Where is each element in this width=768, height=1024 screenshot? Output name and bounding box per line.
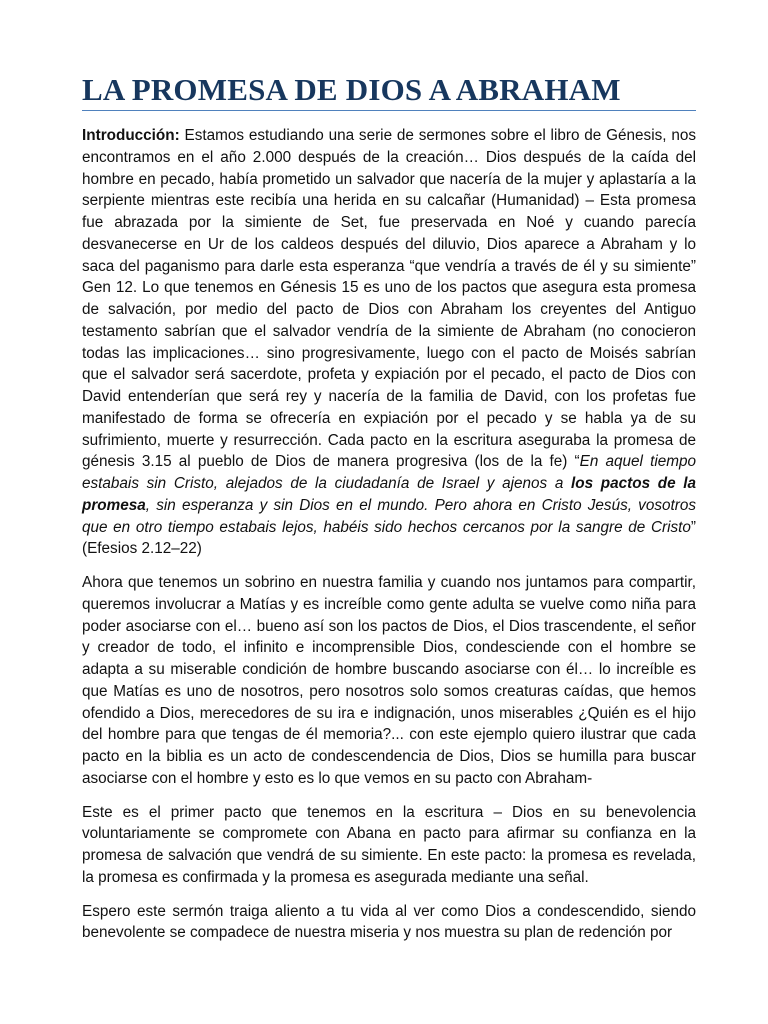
scripture-quote-emphasis: los pactos de la promesa <box>82 475 696 514</box>
scripture-quote-part-1: En aquel tiempo estabais sin Cristo, alejados de la ciudadanía de Israel y ajenos a <box>82 453 696 492</box>
scripture-reference: ” (Efesios 2.12–22) <box>82 518 696 558</box>
document-body <box>82 125 696 956</box>
intro-text: Estamos estudiando una serie de sermones sobre el libro de Génesis, nos encontramos en el año 2.000 después de la creación… Dios después de la caída del hombre en pecado, había prometido un salvador que nacería de la mujer y aplastaría a la serpiente mientras este recibía una herida en su calcañar (Humanidad) – Esta promesa fue abrazada por la simiente de Set, fue preservada en Noé y cuando parecía desvanecerse en Ur de los caldeos después del diluvio, Dios aparece a Abraham y lo saca del paganismo para darle esta esperanza “que vendría a través de él y su simiente” Gen 12. Lo que tenemos en Génesis 15 es uno de los pactos que asegura esta promesa de salvación, por medio del pacto de Dios con Abraham los creyentes del Antiguo testamento sabrían que el salvador vendría de la simiente de Abraham (no conocieron todas las implicaciones… sino progresivamente, luego con el pacto de Moisés sabrían que el salvador será sacerdote, profeta y expiación por el pecado, el pacto de Dios con David entenderían que será rey y nacería de la familia de David, con los profetas fue manifestado de forma se ofrecería en expiación por el pecado y se habla ya de su sufrimiento, muerte y resurrección. Cada pacto en la escritura aseguraba la promesa de génesis 3.15 al pueblo de Dios de manera progresiva (los de la fe) “ <box>82 127 696 471</box>
intro-paragraph <box>82 125 696 560</box>
paragraph-4: Espero este sermón traiga aliento a tu vida al ver como Dios a condescendido, siendo benevolente se compadece de nuestra miseria y nos muestra su plan de redención por <box>82 902 696 942</box>
paragraph-2: Ahora que tenemos un sobrino en nuestra familia y cuando nos juntamos para compartir, queremos involucrar a Matías y es increíble como gente adulta se vuelve como niña para poder asociarse con el… bueno así son los pactos de Dios, el Dios trascendente, el señor y creador de todo, el infinito e incomprensible Dios, condesciende con el hombre se adapta a su miserable condición de hombre buscando asociarse con él… lo increíble es que Matías es uno de nosotros, pero nosotros solo somos creaturas caídas, que hemos ofendido a Dios, merecedores de su ira e indignación, unos miserables ¿Quién es el hijo del hombre para que tengas de él memoria?... con este ejemplo quiero ilustrar que cada pacto en la biblia es un acto de condescendencia de Dios, Dios se humilla para buscar asociarse con el hombre y esto es lo que vemos en su pacto con Abraham- <box>82 574 696 787</box>
page-title: LA PROMESA DE DIOS A ABRAHAM <box>82 72 621 107</box>
paragraph-3: Este es el primer pacto que tenemos en la escritura – Dios en su benevolencia voluntariamente se compromete con Abana en pacto para afirmar su confianza en la promesa de salvación que vendrá de su simiente. En este pacto: la promesa es revelada, la promesa es confirmada y la promesa es asegurada mediante una señal. <box>82 803 696 886</box>
title-underline <box>82 110 696 111</box>
scripture-quote-part-2: , sin esperanza y sin Dios en el mundo. Pero ahora en Cristo Jesús, vosotros que en otro tiempo estabais lejos, habéis sido hechos cercanos por la sangre de Cristo <box>82 496 696 536</box>
intro-lead: Introducción: <box>82 127 180 144</box>
